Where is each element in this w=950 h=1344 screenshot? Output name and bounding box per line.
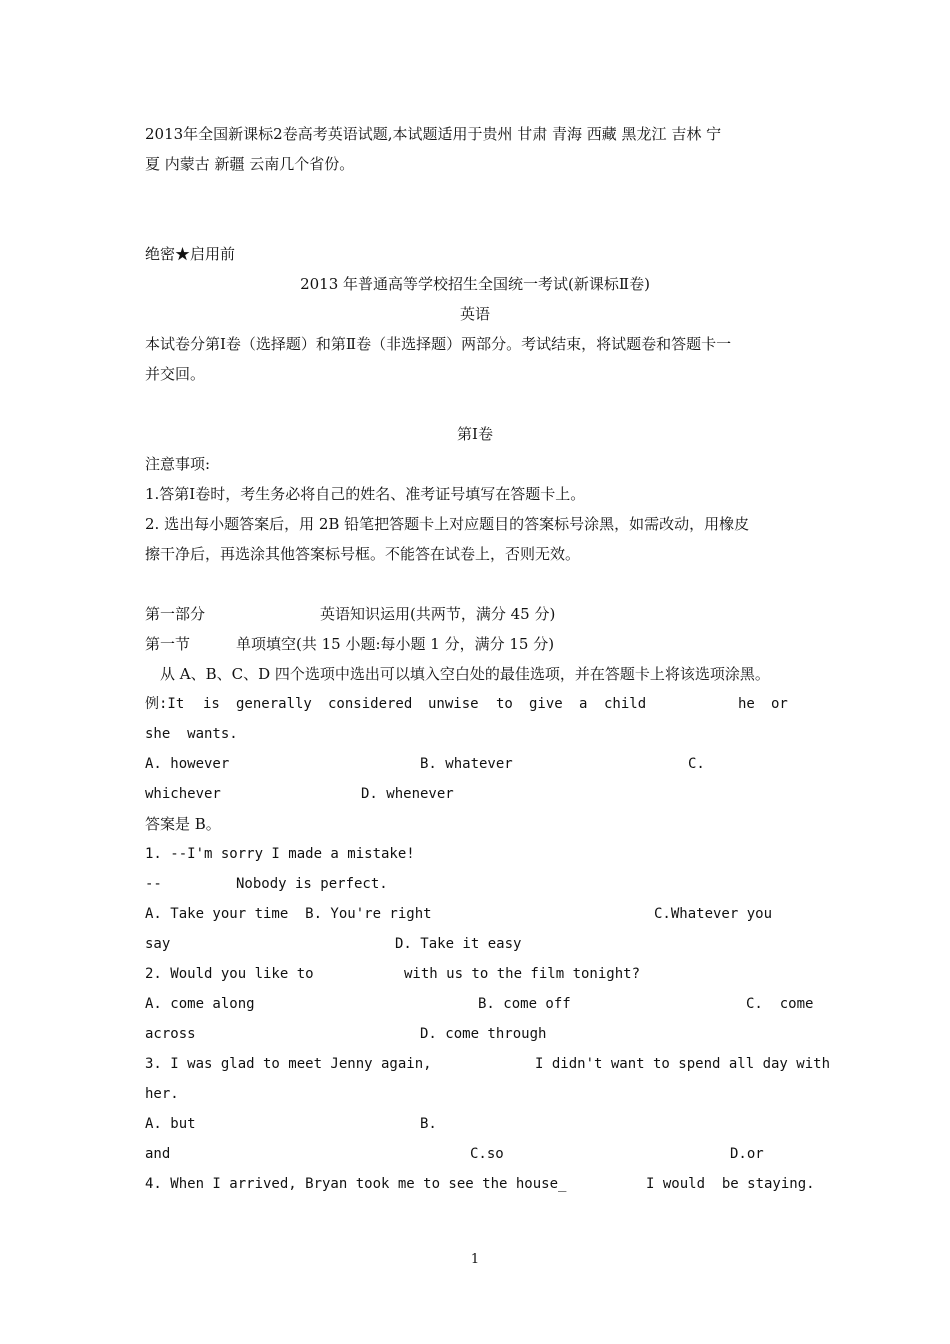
intro-line-1: 2013年全国新课标2卷高考英语试题,本试题适用于贵州 甘肃 青海 西藏 黑龙江 吉林 宁	[145, 125, 722, 143]
q3-option-a: A. but	[145, 1116, 196, 1132]
q2-option-c-cont: across	[145, 1026, 196, 1042]
exam-title: 2013 年普通高等学校招生全国统一考试(新课标Ⅱ卷)	[300, 275, 650, 293]
q2-option-b: B. come off	[478, 996, 571, 1012]
q1-option-d: D. Take it easy	[395, 936, 522, 952]
example-option-b: B. whatever	[420, 756, 513, 772]
q3-option-d: D.or	[730, 1146, 764, 1162]
example-word: a	[579, 696, 588, 712]
volume-title: 第Ⅰ卷	[457, 425, 493, 443]
note-1: 1.答第Ⅰ卷时，考生务必将自己的姓名、准考证号填写在答题卡上。	[145, 485, 586, 503]
example-word: unwise	[428, 696, 479, 712]
example-option-a: A. however	[145, 756, 230, 772]
example-option-c: C.	[688, 756, 705, 772]
exam-description-2: 并交回。	[145, 365, 206, 383]
notes-heading: 注意事项:	[145, 455, 211, 473]
section-label: 第一节	[145, 635, 191, 653]
q1-option-c: C.Whatever you	[654, 906, 773, 922]
q2-stem-b: with us to the film tonight?	[404, 966, 641, 982]
q4-stem-b: I would be staying.	[646, 1176, 815, 1192]
q1-options-ab: A. Take your time B. You're right	[145, 906, 432, 922]
q2-option-c: C. come	[746, 996, 814, 1012]
example-word: give	[529, 696, 563, 712]
q3-stem-b: I didn't want to spend all day with	[535, 1056, 831, 1072]
q2-stem-a: 2. Would you like to	[145, 966, 314, 982]
note-2b: 擦干净后，再选涂其他答案标号框。不能答在试卷上，否则无效。	[145, 545, 581, 563]
q3-stem-cont: her.	[145, 1086, 179, 1102]
example-word: he	[738, 696, 755, 712]
q2-option-d: D. come through	[420, 1026, 547, 1042]
part-title: 英语知识运用(共两节，满分 45 分)	[320, 605, 556, 623]
q3-option-b-text: and	[145, 1146, 171, 1162]
example-option-d: D. whenever	[361, 786, 454, 802]
q1-stem: 1. --I'm sorry I made a mistake!	[145, 846, 415, 862]
example-stem-cont: she wants.	[145, 726, 238, 742]
example-answer: 答案是 B。	[145, 815, 221, 833]
example-word: to	[496, 696, 513, 712]
q3-option-c: C.so	[470, 1146, 504, 1162]
q2-option-a: A. come along	[145, 996, 255, 1012]
note-2a: 2. 选出每小题答案后，用 2B 铅笔把答题卡上对应题目的答案标号涂黑，如需改动，用橡皮	[145, 515, 750, 533]
intro-line-2: 夏 内蒙古 新疆 云南几个省份。	[145, 155, 355, 173]
subject-title: 英语	[459, 305, 490, 323]
q1-dash: --	[145, 876, 162, 892]
exam-description-1: 本试卷分第Ⅰ卷（选择题）和第Ⅱ卷（非选择题）两部分。考试结束，将试题卷和答题卡一	[145, 335, 732, 353]
example-option-c-text: whichever	[145, 786, 221, 802]
section-instruction: 从 A、B、C、D 四个选项中选出可以填入空白处的最佳选项，并在答题卡上将该选项涂黑。	[160, 665, 770, 683]
q1-option-c-cont: say	[145, 936, 171, 952]
part-label: 第一部分	[145, 605, 206, 623]
q3-option-b: B.	[420, 1116, 437, 1132]
example-word: is	[203, 696, 220, 712]
q4-stem-a: 4. When I arrived, Bryan took me to see the house_	[145, 1176, 567, 1192]
q1-response: Nobody is perfect.	[236, 876, 388, 892]
example-word: child	[604, 696, 647, 712]
page-number: 1	[470, 1252, 480, 1267]
example-word: generally	[236, 696, 312, 712]
secret-label: 绝密★启用前	[145, 245, 236, 263]
example-word: considered	[328, 696, 413, 712]
example-word: 例:It	[145, 696, 185, 712]
example-word: or	[771, 696, 788, 712]
q3-stem-a: 3. I was glad to meet Jenny again,	[145, 1056, 432, 1072]
section-title: 单项填空(共 15 小题:每小题 1 分，满分 15 分)	[236, 635, 555, 653]
